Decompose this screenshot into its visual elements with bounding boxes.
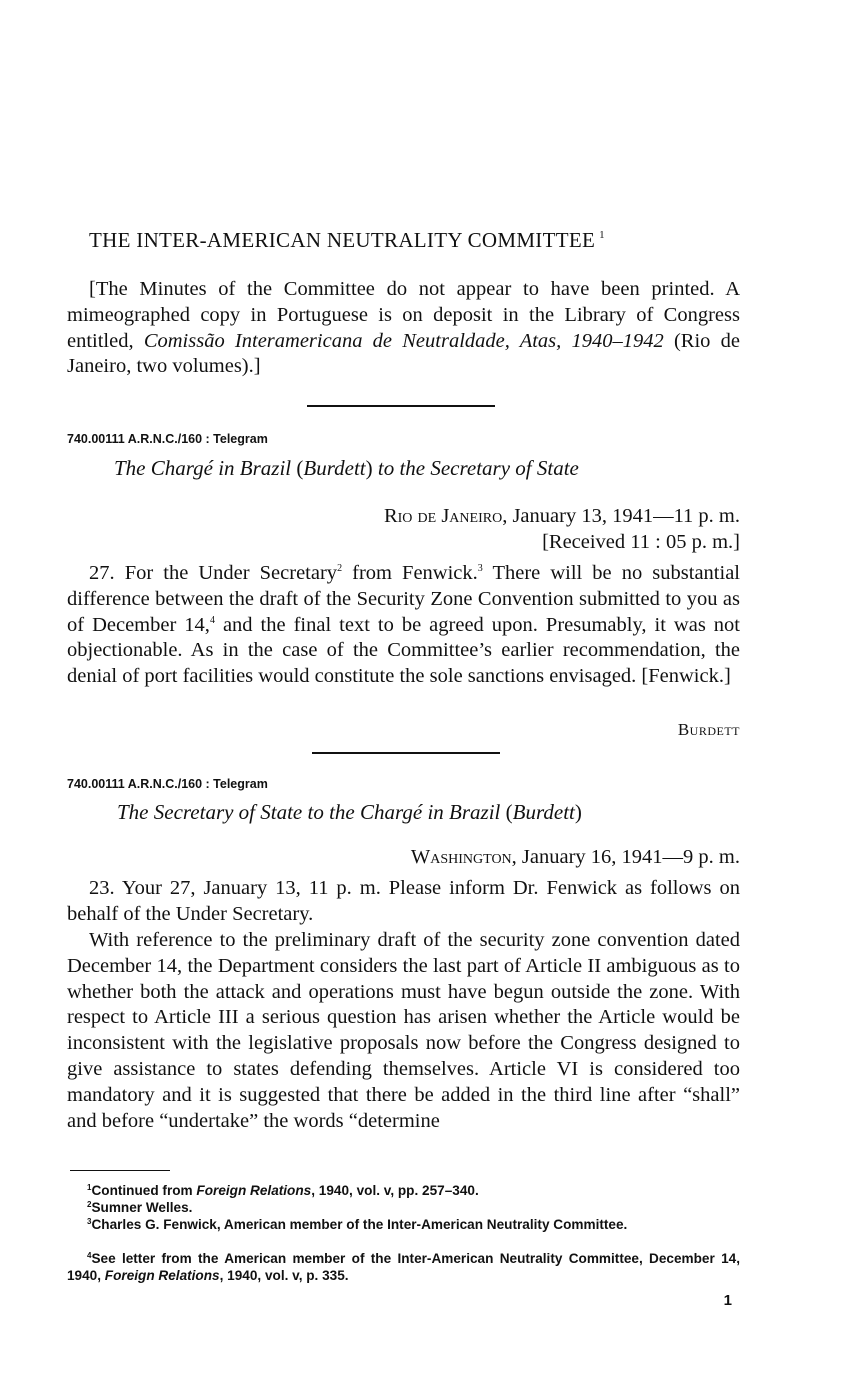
doc2-place: Washington (410, 846, 512, 868)
section-title (89, 228, 605, 253)
footnote-ref-2: 2 (337, 563, 343, 574)
doc1-heading: The Chargé in Brazil (Burdett) to the Secretary of State (114, 456, 579, 480)
page-number: 1 (723, 1292, 732, 1309)
footnote-divider (70, 1170, 170, 1171)
footnote-1: $^1$Continued from Foreign Relations, 1940, vol. v, pp. 257–340. (87, 1183, 479, 1198)
section-divider (307, 405, 495, 407)
section-title-text: THE INTER-AMERICAN NEUTRALITY COMMITTEE (89, 228, 596, 252)
doc2-body-paragraph-1: 23. Your 27, January 13, 11 p. m. Please inform Dr. Fenwick as follows on behalf of the Under Secretary. (67, 877, 740, 925)
footnote-4: $^4$See letter from the American member of the Inter-American Neutrality Committee, December 14, 1940, Foreign Relations, 1940, vol. v, p. 335. (67, 1251, 740, 1283)
footnote-ref-1: 1 (599, 229, 605, 241)
doc2-dateline: Washington, January 16, 1941—9 p. m. (410, 846, 740, 868)
footnote-2: $^2$Sumner Welles. (87, 1200, 193, 1215)
intro-italic-title: Comissão Interamericana de Neutraldade, Atas, 1940–1942 (143, 329, 664, 352)
doc2-heading: The Secretary of State to the Chargé in Brazil (Burdett) (117, 800, 582, 824)
footnote-ref-3: 3 (477, 563, 483, 574)
doc2-file-ref: 740.00111 A.R.N.C./160 : Telegram (67, 777, 268, 791)
doc1-file-ref: 740.00111 A.R.N.C./160 : Telegram (67, 432, 268, 446)
doc2-body-paragraph-2: With reference to the preliminary draft of the security zone convention dated December 14, the Department considers the last part of Article II ambiguous as to whether both the attack and operations must have begun outside the zone. With respect to Article III a serious question has arisen whether the Article would be inconsistent with the legislative proposals now before the Congress designed to give assistance to states defending themselves. Article VI is considered too mandatory and it is suggested that there be added in the third line after “shall” and before “undertake” the words “determine (67, 929, 740, 1132)
doc1-dateline: Rio de Janeiro, January 13, 1941—11 p. m. (383, 505, 740, 527)
doc1-place: Rio de Janeiro (383, 505, 503, 527)
footnote-3: $^3$Charles G. Fenwick, American member of the Inter-American Neutrality Committee. (87, 1217, 628, 1232)
doc1-received: [Received 11 : 05 p. m.] (542, 531, 740, 553)
footnote-ref-4: 4 (209, 614, 215, 626)
intro-paragraph: [The Minutes of the Committee do not appear to have been printed. A mimeographed copy in Portuguese is on deposit in the Library of Congress entitled, Comissão Interamericana de Neutraldade, Atas, 1940–1942 (Rio de Janeiro, two volumes).] (67, 278, 740, 378)
doc1-signature: Burdett (677, 720, 740, 739)
doc1-body: 27. For the Under Secretary$^2$ from Fenwick.$^3$ There will be no substantial difference between the draft of the Security Zone Convention submitted to you as of December 14,$^4$ and the final text to be agreed upon. Presumably, it was not objectionable. As in the case of the Committee’s earlier recommendation, the denial of port facilities would constitute the sole sanctions envisaged. [Fenwick.] (67, 562, 740, 688)
section-divider-2 (312, 752, 500, 754)
